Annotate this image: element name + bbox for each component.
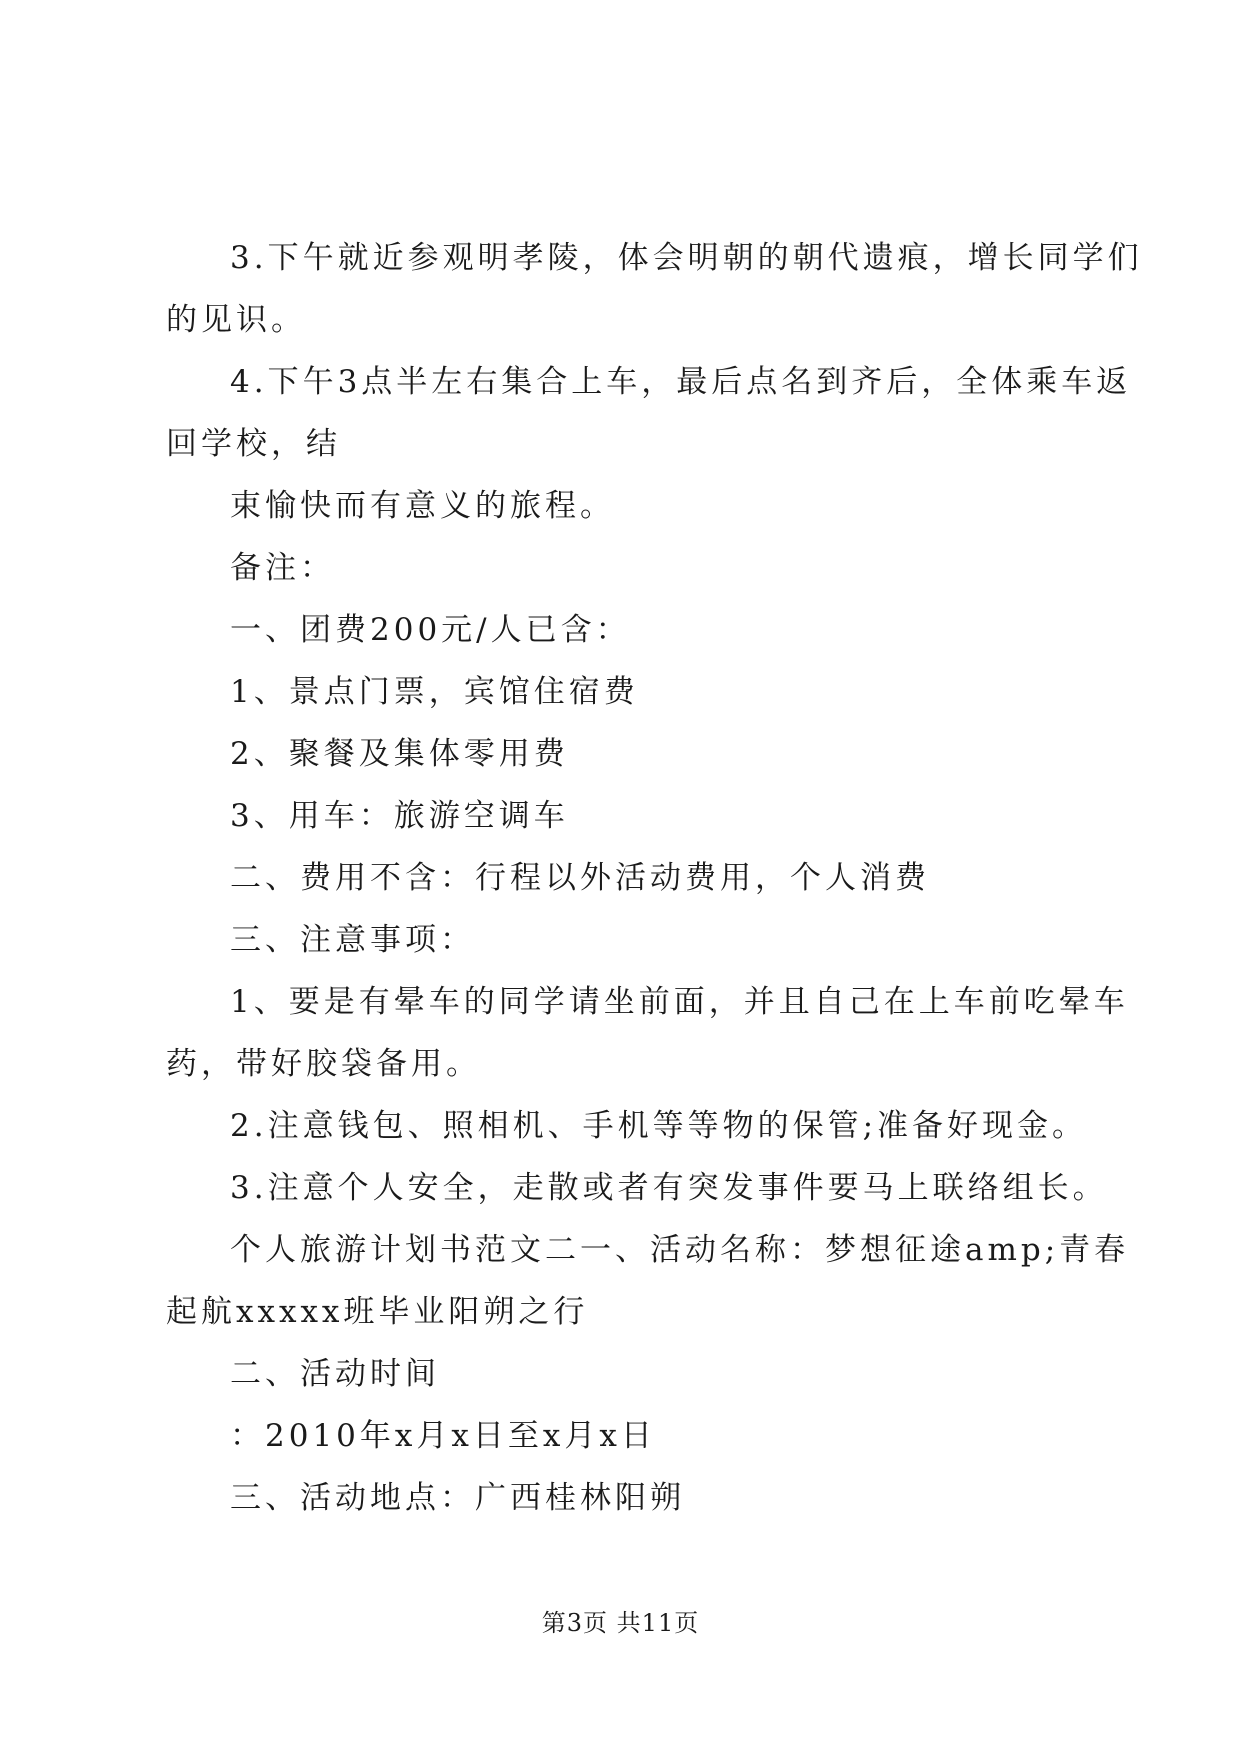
- text-line: 2、聚餐及集体零用费: [230, 736, 569, 772]
- text-line: 3.注意个人安全，走散或者有突发事件要马上联络组长。: [230, 1170, 1108, 1206]
- text-line: 回学校，结: [166, 426, 341, 462]
- text-line: 3.下午就近参观明孝陵，体会明朝的朝代遗痕，增长同学们: [230, 240, 1143, 276]
- text-line: 1、景点门票，宾馆住宿费: [230, 674, 639, 710]
- text-line: 3、用车：旅游空调车: [230, 798, 569, 834]
- text-line: 三、注意事项：: [230, 922, 475, 958]
- text-line: 束愉快而有意义的旅程。: [230, 488, 615, 524]
- text-line: 个人旅游计划书范文二一、活动名称：梦想征途amp;青春: [230, 1232, 1130, 1268]
- text-line: ：2010年x月x日至x月x日: [230, 1418, 656, 1454]
- text-line: 2.注意钱包、照相机、手机等等物的保管;准备好现金。: [230, 1108, 1088, 1144]
- text-line: 三、活动地点：广西桂林阳朔: [230, 1480, 685, 1516]
- text-line: 起航xxxxx班毕业阳朔之行: [166, 1294, 589, 1330]
- text-line: 1、要是有晕车的同学请坐前面，并且自己在上车前吃晕车: [230, 984, 1129, 1020]
- page-number-footer: 第3页 共11页: [541, 1609, 700, 1637]
- text-line: 药，带好胶袋备用。: [166, 1046, 481, 1082]
- text-line: 一、团费200元/人已含：: [230, 612, 631, 648]
- text-line: 二、活动时间: [230, 1356, 440, 1392]
- text-line: 备注：: [230, 550, 335, 586]
- text-line: 4.下午3点半左右集合上车，最后点名到齐后，全体乘车返: [230, 364, 1132, 400]
- text-line: 二、费用不含：行程以外活动费用，个人消费: [230, 860, 930, 896]
- text-line: 的见识。: [166, 302, 306, 338]
